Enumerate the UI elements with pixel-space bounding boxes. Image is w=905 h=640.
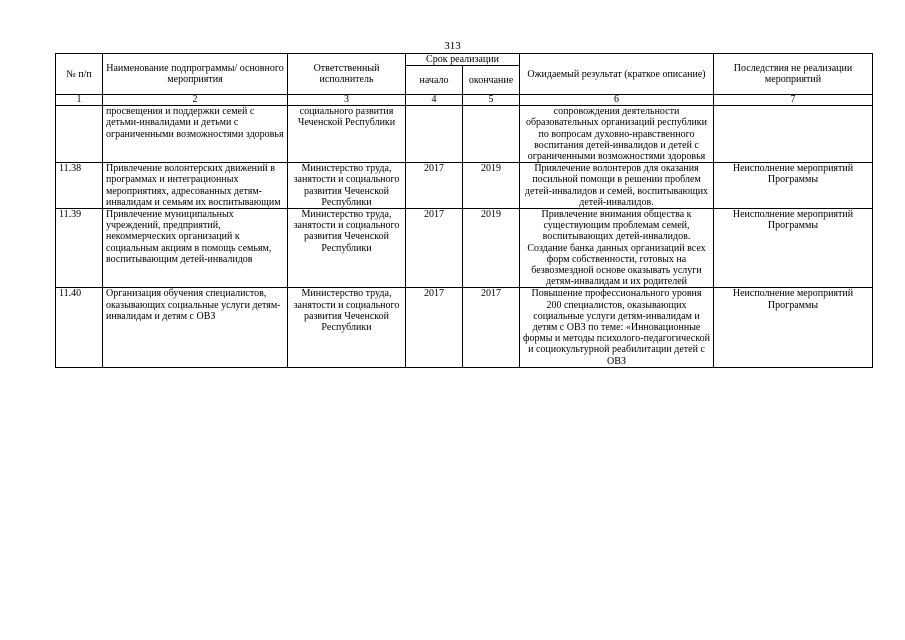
header-end: окончание — [463, 66, 520, 95]
row-responsible: социального развития Чеченской Республики — [288, 106, 406, 163]
row-name: просвещения и поддержки семей с детьми-инвалидами и детьми с ограниченными возможностями здоровья — [103, 106, 288, 163]
row-consequences: Неисполнение мероприятий Программы — [714, 209, 873, 288]
row-consequences: Неисполнение мероприятий Программы — [714, 163, 873, 209]
header-responsible: Ответственный исполнитель — [288, 54, 406, 95]
row-result: Привлечение волонтеров для оказания посильной помощи в решении проблем детей-инвалидов и семей, воспитывающих детей-инвалидов. — [520, 163, 714, 209]
row-end: 2017 — [463, 288, 520, 367]
row-num — [56, 106, 103, 163]
column-number: 6 — [520, 95, 714, 106]
column-number: 5 — [463, 95, 520, 106]
row-num: 11.38 — [56, 163, 103, 209]
column-number: 1 — [56, 95, 103, 106]
column-number: 2 — [103, 95, 288, 106]
row-start — [406, 106, 463, 163]
row-num: 11.40 — [56, 288, 103, 367]
column-number-row — [56, 95, 873, 106]
row-name: Привлечение муниципальных учреждений, предприятий, некоммерческих организаций к социальным акциям в помощь семьям, воспитывающим детей-инвалидов — [103, 209, 288, 288]
header-name: Наименование подпрограммы/ основного мероприятия — [103, 54, 288, 95]
row-consequences — [714, 106, 873, 163]
program-measures-table — [55, 53, 873, 368]
row-name: Привлечение волонтерских движений в программах и интеграционных мероприятиях, адресованных детям-инвалидам и семьям их воспитывающим — [103, 163, 288, 209]
column-number: 4 — [406, 95, 463, 106]
row-num: 11.39 — [56, 209, 103, 288]
header-start: начало — [406, 66, 463, 95]
header-consequences: Последствия не реализации мероприятий — [714, 54, 873, 95]
table-row — [56, 106, 873, 163]
row-result: Повышение профессионального уровня 200 специалистов, оказывающих социальные услуги детям-инвалидам и детям с ОВЗ по теме: «Инновационные формы и методы психолого-педагогической и социокультурной реабилитации детей с ОВЗ — [520, 288, 714, 367]
column-number: 7 — [714, 95, 873, 106]
row-result: сопровождения деятельности образовательных организаций республики по вопросам духовно-нравственного воспитания детей-инвалидов и детей с ограниченными возможностями здоровья — [520, 106, 714, 163]
table-row — [56, 163, 873, 209]
row-end — [463, 106, 520, 163]
row-start: 2017 — [406, 209, 463, 288]
row-responsible: Министерство труда, занятости и социального развития Чеченской Республики — [288, 209, 406, 288]
page-number: 313 — [444, 40, 461, 52]
header-num: № п/п — [56, 54, 103, 95]
table-row — [56, 288, 873, 367]
header-row — [56, 54, 873, 66]
row-start: 2017 — [406, 163, 463, 209]
row-responsible: Министерство труда, занятости и социального развития Чеченской Республики — [288, 163, 406, 209]
header-result: Ожидаемый результат (краткое описание) — [520, 54, 714, 95]
row-start: 2017 — [406, 288, 463, 367]
row-name: Организация обучения специалистов, оказывающих социальные услуги детям-инвалидам и детям с ОВЗ — [103, 288, 288, 367]
row-end: 2019 — [463, 209, 520, 288]
row-result: Привлечение внимания общества к существующим проблемам семей, воспитывающих детей-инвалидов. Создание банка данных организаций всех форм собственности, готовых на безвозмездной основе оказывать услуги детям-инвалидам и их родителей — [520, 209, 714, 288]
row-end: 2019 — [463, 163, 520, 209]
column-number: 3 — [288, 95, 406, 106]
row-consequences: Неисполнение мероприятий Программы — [714, 288, 873, 367]
header-period: Срок реализации — [406, 54, 520, 66]
row-responsible: Министерство труда, занятости и социального развития Чеченской Республики — [288, 288, 406, 367]
table-row — [56, 209, 873, 288]
